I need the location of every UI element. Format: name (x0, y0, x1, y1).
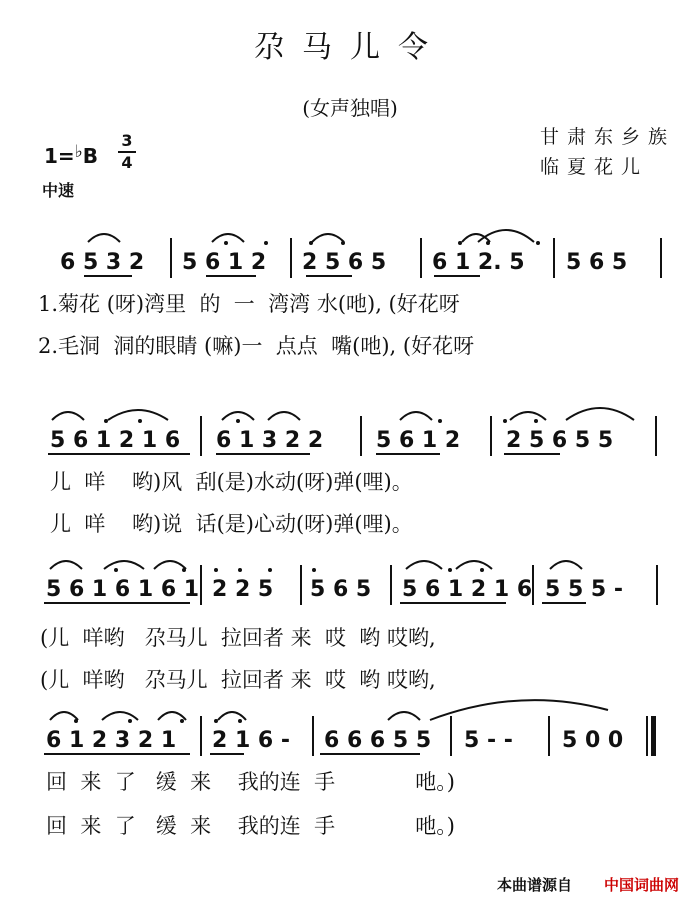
measure-2-2: 6 1 3 2 2 (216, 428, 324, 453)
measure-3-1: 5 6 1 6 1 6 1 (46, 577, 200, 602)
measure-3-2: 2 2 5 (212, 577, 274, 602)
measure-1-2: 5 6 1 2 (182, 250, 267, 275)
footer-source-text: 本曲谱源自 (497, 876, 573, 894)
song-title: 尕马儿令 (254, 30, 446, 65)
lyric-verse-2: 儿 咩 哟)说 话(是)心动(呀)弹(哩)。 (50, 512, 413, 536)
lyric-verse-1: 1.菊花 (呀)湾里 的 一 湾湾 水(吔), (好花呀 (38, 292, 460, 316)
measure-4-4: 5 - - (464, 728, 513, 753)
measure-3-3: 5 6 5 (310, 577, 372, 602)
lyric-verse-2: (儿 咩哟 尕马儿 拉回者 来 哎 哟 哎哟, (40, 668, 436, 692)
footer-site-link[interactable]: 中国词曲网 (604, 876, 680, 894)
key-note: B (82, 144, 98, 168)
measure-2-1: 5 6 1 2 1 6 (50, 428, 181, 453)
song-subtitle: (女声独唱) (302, 96, 398, 120)
time-top: 3 (121, 131, 133, 150)
measure-3-4: 5 6 1 2 1 6 (402, 577, 533, 602)
measure-1-1: 6 5 3 2 (60, 250, 145, 275)
time-bottom: 4 (121, 153, 133, 172)
measure-2-4: 2 5 6 5 5 (506, 428, 614, 453)
lyric-verse-1: 回 来 了 缓 来 我的连 手 吔。) (46, 770, 455, 794)
tempo-marking: 中速 (42, 181, 75, 200)
source-line-2: 临夏花儿 (540, 156, 649, 178)
measure-2-3: 5 6 1 2 (376, 428, 461, 453)
measure-4-1: 6 1 2 3 2 1 (46, 728, 177, 753)
measure-1-5: 5 6 5 (566, 250, 628, 275)
lyric-verse-1: 儿 咩 哟)风 刮(是)水动(呀)弹(哩)。 (50, 470, 413, 494)
source-line-1: 甘肃东乡族 (540, 126, 676, 148)
lyric-verse-1: (儿 咩哟 尕马儿 拉回者 来 哎 哟 哎哟, (40, 626, 436, 650)
lyric-verse-2: 回 来 了 缓 来 我的连 手 吔。) (46, 814, 455, 838)
lyric-verse-2: 2.毛洞 洞的眼睛 (嘛)一 点点 嘴(吔), (好花呀 (38, 334, 475, 358)
measure-4-5: 5 0 0 (562, 728, 624, 753)
measure-4-3: 6 6 6 5 5 (324, 728, 432, 753)
measure-4-2: 2 1 6 - (212, 728, 291, 753)
measure-1-4: 6 1 2. 5 (432, 250, 525, 275)
measure-3-5: 5 5 5 - (545, 577, 624, 602)
measure-1-3: 2 5 6 5 (302, 250, 387, 275)
flat-icon: ♭ (74, 142, 83, 162)
key-prefix: 1= (44, 144, 75, 168)
